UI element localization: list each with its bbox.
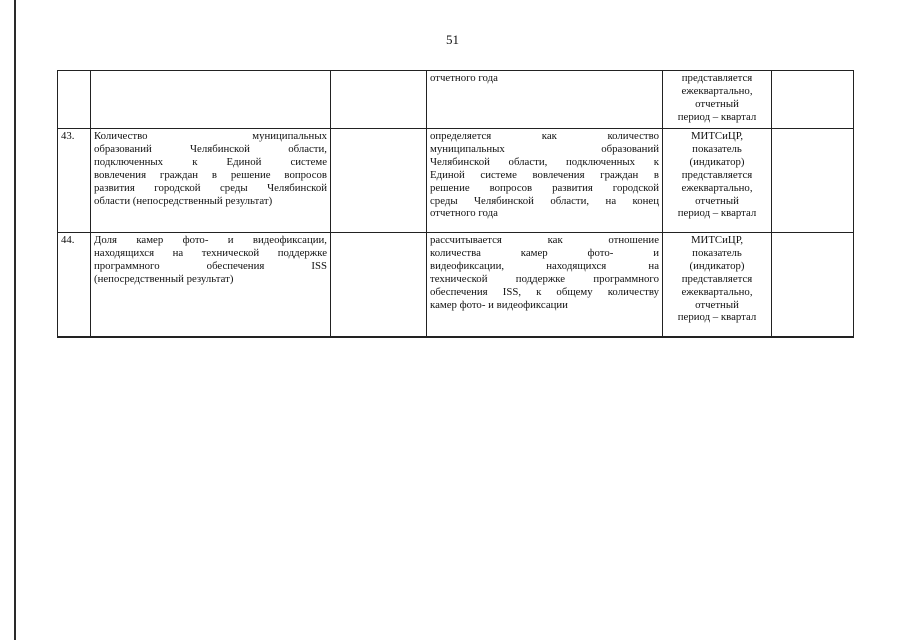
empty-cell xyxy=(772,71,854,129)
indicator-name-cell xyxy=(91,71,331,129)
cell-text-line: ежеквартально, xyxy=(681,181,753,194)
cell-text-line: среды Челябинской области, на конец xyxy=(430,194,659,207)
indicator-name-cell xyxy=(91,233,331,337)
cell-text-line: МИТСиЦР, xyxy=(690,234,744,246)
cell-text-line: количества камер фото- и xyxy=(430,246,659,259)
cell-text-line: период – квартал xyxy=(677,110,757,123)
cell-text-line: МИТСиЦР, xyxy=(690,130,744,142)
cell-text-line: программного обеспечения ISS xyxy=(94,259,327,272)
indicators-table xyxy=(57,70,854,338)
row-number xyxy=(58,71,91,129)
cell-text-line: определяется как количество xyxy=(430,130,659,142)
cell-text-line: период – квартал xyxy=(677,207,757,220)
cell-text-line: отчетный xyxy=(695,97,739,110)
empty-cell xyxy=(772,233,854,337)
cell-text-line: (индикатор) xyxy=(689,259,745,272)
cell-text-line: Челябинской области, подключенных к xyxy=(430,155,659,168)
cell-text-line: видеофиксации, находящихся на xyxy=(430,259,659,272)
data-source-cell xyxy=(663,129,772,233)
cell-text-line: представляется xyxy=(681,72,753,84)
data-source-cell xyxy=(663,71,772,129)
calculation-method-cell xyxy=(427,129,663,233)
empty-cell xyxy=(772,129,854,233)
cell-text-line: представляется xyxy=(681,272,753,285)
row-number: 43. xyxy=(58,129,91,233)
cell-text-line: ежеквартально, xyxy=(681,285,753,298)
cell-text-line: представляется xyxy=(681,168,753,181)
table-row xyxy=(58,129,854,233)
empty-cell xyxy=(331,71,427,129)
calculation-method-cell xyxy=(427,71,663,129)
cell-text-line: Количество муниципальных xyxy=(94,130,327,142)
cell-text-line: технической поддержке программного xyxy=(430,272,659,285)
cell-text-line: обеспечения ISS, к общему количеству xyxy=(430,285,659,298)
cell-text-line: образований Челябинской области, xyxy=(94,142,327,155)
cell-text-line: отчетный xyxy=(695,194,739,207)
cell-text-line: развития городской среды Челябинской xyxy=(94,181,327,194)
indicator-name-cell xyxy=(91,129,331,233)
cell-text-line: ежеквартально, xyxy=(681,84,753,97)
cell-text-line: отчетного года xyxy=(430,72,498,84)
cell-text-line: отчетный xyxy=(695,298,739,311)
binding-edge-line xyxy=(14,0,16,640)
cell-text-line: (непосредственный результат) xyxy=(94,272,234,285)
row-number: 44. xyxy=(58,233,91,337)
cell-text-line: показатель xyxy=(692,142,742,155)
cell-text-line: рассчитывается как отношение xyxy=(430,234,659,246)
cell-text-line: Единой системе вовлечения граждан в xyxy=(430,168,659,181)
cell-text-line: Доля камер фото- и видеофиксации, xyxy=(94,234,327,246)
cell-text-line: области (непосредственный результат) xyxy=(94,194,273,207)
cell-text-line: находящихся на технической поддержке xyxy=(94,246,327,259)
cell-text-line: отчетного года xyxy=(430,207,498,220)
empty-cell xyxy=(331,129,427,233)
data-source-cell xyxy=(663,233,772,337)
empty-cell xyxy=(331,233,427,337)
table-row xyxy=(58,233,854,337)
page-number: 51 xyxy=(446,32,459,47)
cell-text-line: период – квартал xyxy=(677,311,757,324)
cell-text-line: вовлечения граждан в решение вопросов xyxy=(94,168,327,181)
cell-text-line: (индикатор) xyxy=(689,155,745,168)
cell-text-line: подключенных к Единой системе xyxy=(94,155,327,168)
cell-text-line: решение вопросов развития городской xyxy=(430,181,659,194)
cell-text-line: камер фото- и видеофиксации xyxy=(430,298,568,311)
calculation-method-cell xyxy=(427,233,663,337)
table-row xyxy=(58,71,854,129)
cell-text-line: показатель xyxy=(692,246,742,259)
cell-text-line: муниципальных образований xyxy=(430,142,659,155)
